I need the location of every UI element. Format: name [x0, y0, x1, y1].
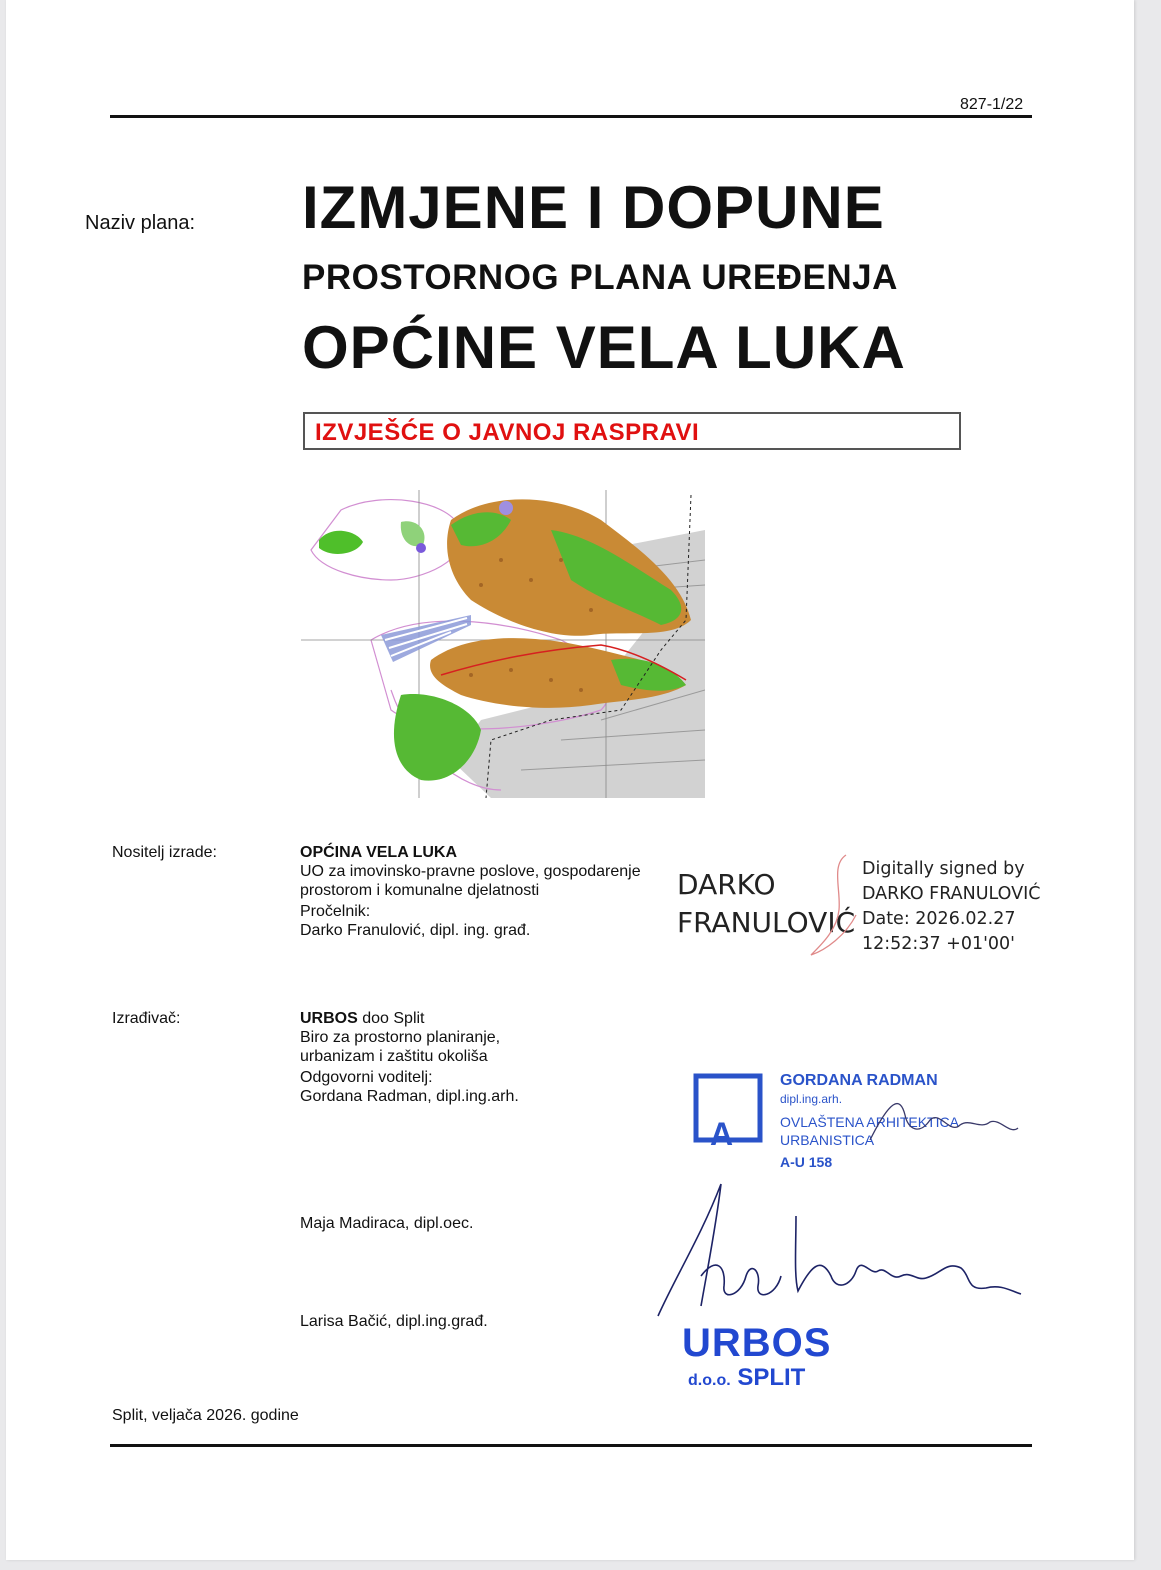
top-rule — [110, 115, 1032, 118]
report-title-box: IZVJEŠĆE O JAVNOJ RASPRAVI — [303, 412, 961, 450]
holder-name: OPĆINA VELA LUKA — [300, 844, 458, 861]
stamp-line2: URBANISTICA — [780, 1132, 875, 1148]
holder-person: Darko Franulović, dipl. ing. građ. — [300, 922, 531, 939]
place-and-date: Split, veljača 2026. godine — [112, 1407, 299, 1424]
bottom-rule — [110, 1444, 1032, 1447]
plan-title-line3: OPĆINE VELA LUKA — [302, 314, 906, 381]
signer-name-line1: DARKO — [677, 868, 776, 901]
document-number: 827-1/22 — [960, 96, 1024, 113]
signer-name-line2: FRANULOVIĆ — [677, 906, 856, 939]
digital-signature-info — [862, 857, 1041, 957]
radman-signature — [860, 1090, 1020, 1150]
stamp-line1: OVLAŠTENA ARHITEKTICA — [780, 1114, 959, 1130]
stamp-name: GORDANA RADMAN — [780, 1072, 938, 1089]
holder-role: Pročelnik: — [300, 903, 371, 920]
document-page — [6, 0, 1134, 1560]
sig-info-time: 12:52:37 +01'00' — [862, 934, 1015, 954]
sig-info-line1: Digitally signed by — [862, 859, 1025, 879]
stamp-letter: A — [710, 1116, 734, 1152]
maker-label: Izrađivač: — [112, 1010, 181, 1027]
team-member-1: Maja Madiraca, dipl.oec. — [300, 1215, 474, 1232]
maker-leader: Gordana Radman, dipl.ing.arh. — [300, 1088, 519, 1105]
urbos-stamp-city: SPLIT — [737, 1364, 806, 1391]
holder-dept-line2: prostorom i komunalne djelatnosti — [300, 882, 540, 899]
holder-dept-line1: UO za imovinsko-pravne poslove, gospodarenje — [300, 863, 641, 880]
sig-info-line2: DARKO FRANULOVIĆ — [862, 884, 1041, 904]
holder-label: Nositelj izrade: — [112, 844, 217, 861]
maker-block — [300, 1009, 519, 1106]
urbos-stamp-line1: URBOS — [682, 1321, 832, 1365]
maker-desc-line1: Biro za prostorno planiranje, — [300, 1029, 501, 1046]
maker-company-suffix: doo Split — [357, 1010, 425, 1027]
plan-title-line1: IZMJENE I DOPUNE — [302, 174, 885, 241]
sig-info-date: Date: 2026.02.27 — [862, 909, 1016, 929]
architect-stamp — [690, 1070, 1020, 1178]
plan-map-image — [301, 490, 705, 798]
urbos-stamp-doo: d.o.o. — [688, 1372, 731, 1389]
maker-company: URBOS — [300, 1010, 358, 1027]
stamp-code: A-U 158 — [780, 1154, 833, 1170]
madiraca-signature — [646, 1176, 1026, 1326]
stamp-title: dipl.ing.arh. — [780, 1092, 843, 1106]
maker-desc-line2: urbanizam i zaštitu okoliša — [300, 1048, 488, 1065]
plan-title-line2: PROSTORNOG PLANA UREĐENJA — [302, 258, 898, 297]
holder-block — [300, 843, 641, 940]
maker-role: Odgovorni voditelj: — [300, 1069, 433, 1086]
plan-name-label: Naziv plana: — [85, 212, 196, 234]
team-member-2: Larisa Bačić, dipl.ing.građ. — [300, 1313, 488, 1330]
signature-curl-mark — [801, 850, 871, 960]
urbos-company-stamp — [682, 1322, 831, 1395]
